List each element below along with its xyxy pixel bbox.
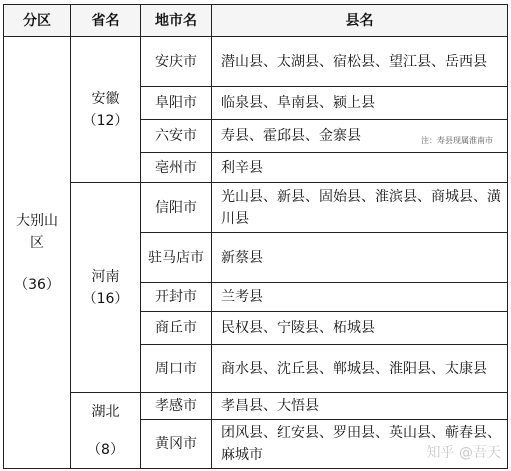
- county-cell: 商水县、沈丘县、郸城县、淮阳县、太康县: [212, 345, 508, 393]
- zone-count: （36）: [14, 276, 60, 293]
- city-cell: 安庆市: [141, 37, 212, 87]
- header-zone: 分区: [4, 5, 71, 37]
- city-cell: 黄冈市: [141, 420, 212, 469]
- header-row: [4, 5, 508, 37]
- poverty-county-table: [3, 4, 508, 469]
- province-cell-henan: [71, 183, 141, 393]
- county-cell: 利辛县: [212, 153, 508, 183]
- zone-name-line1: 大别山: [16, 212, 58, 229]
- county-cell: 光山县、新县、固始县、淮滨县、商城县、潢川县: [212, 183, 508, 233]
- county-cell: 新蔡县: [212, 233, 508, 283]
- city-cell: 信阳市: [141, 183, 212, 233]
- province-count: （12）: [82, 112, 129, 129]
- header-city: 地市名: [141, 5, 212, 37]
- city-cell: 驻马店市: [141, 233, 212, 283]
- province-name: 安徽: [91, 90, 120, 107]
- header-province: 省名: [71, 5, 141, 37]
- county-cell: 民权县、宁陵县、柘城县: [212, 312, 508, 345]
- city-cell: 六安市: [141, 120, 212, 153]
- table-row: [4, 183, 508, 233]
- province-count: （16）: [82, 290, 129, 307]
- province-name: 湖北: [91, 403, 120, 420]
- city-cell: 开封市: [141, 283, 212, 312]
- watermark: 知乎 @吾天: [426, 445, 501, 461]
- city-cell: 周口市: [141, 345, 212, 393]
- county-list: 团风县、红安县、罗田县、英山县、蕲春县、麻城市: [221, 425, 501, 463]
- province-cell-hubei: [71, 393, 141, 469]
- city-cell: 孝感市: [141, 393, 212, 420]
- table-row: [4, 393, 508, 420]
- province-cell-anhui: [71, 37, 141, 183]
- province-count: （8）: [87, 441, 124, 458]
- zone-name-line2: 区: [30, 234, 44, 251]
- county-cell: 孝昌县、大悟县: [212, 393, 508, 420]
- province-name: 河南: [91, 268, 120, 285]
- county-list: 寿县、霍邱县、金寨县: [221, 128, 361, 144]
- city-cell: 亳州市: [141, 153, 212, 183]
- city-cell: 商丘市: [141, 312, 212, 345]
- city-cell: 阜阳市: [141, 87, 212, 120]
- county-cell: 临泉县、阜南县、颍上县: [212, 87, 508, 120]
- county-cell: 兰考县: [212, 283, 508, 312]
- county-cell: 潜山县、太湖县、宿松县、望江县、岳西县: [212, 37, 508, 87]
- header-county: 县名: [212, 5, 508, 37]
- zone-cell: [4, 37, 71, 469]
- footnote: 注：寿县现属淮南市: [421, 136, 493, 145]
- county-cell: [212, 120, 508, 153]
- table-row: [4, 37, 508, 87]
